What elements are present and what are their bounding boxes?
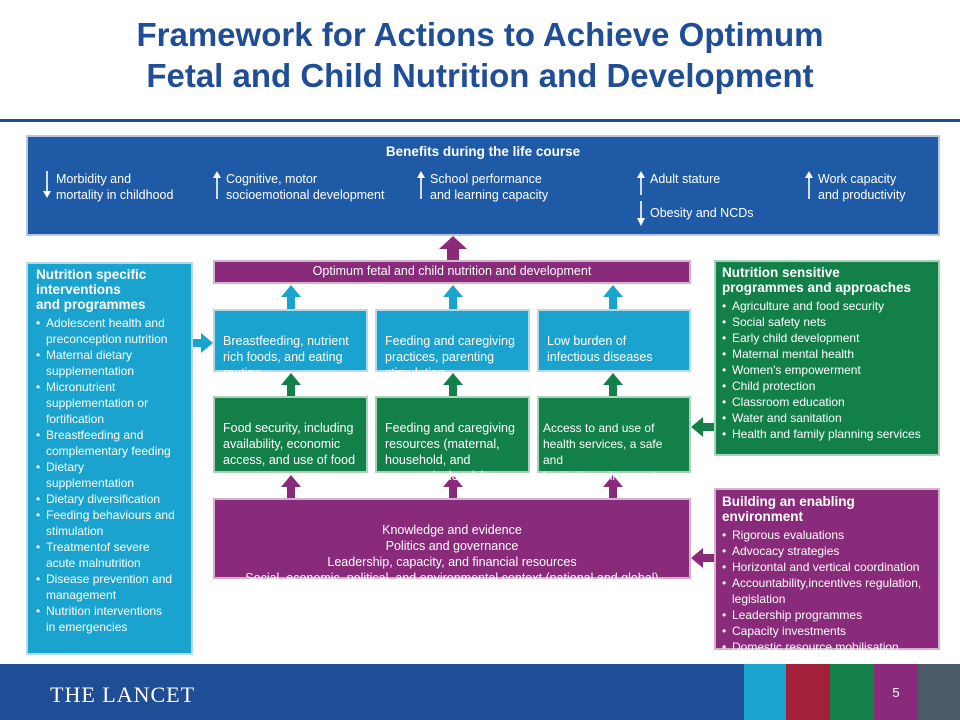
enabling-environment-heading: Building an enabling environment [722,494,855,524]
benefit-label: Work capacity and productivity [818,172,906,202]
list-item: • Domestic resource mobilisation [722,639,932,655]
arrow-right-icon [192,333,213,353]
immediate-box-feeding [213,309,368,380]
enabling-environment-list [722,527,932,655]
list-item: • Horizontal and vertical coordination [722,559,932,575]
nutrition-specific-heading: Nutrition specific interventions and programmes [36,267,147,312]
benefit-label: Obesity and NCDs [650,206,754,220]
color-strip-cyan [744,664,786,720]
immediate-box-infection [537,309,691,372]
nutrition-sensitive-box [714,260,940,456]
slide-title-line-1: Framework for Actions to Achieve Optimum [136,16,824,53]
list-item: • Advocacy strategies [722,543,932,559]
list-item: • Early child development [722,330,932,346]
basic-causes-box [213,498,691,585]
list-item: • Dietary diversification [36,491,183,507]
benefit-label: Morbidity and mortality in childhood [56,172,174,202]
color-strip-green [830,664,874,720]
list-item: • Leadership programmes [722,607,932,623]
nutrition-sensitive-heading: Nutrition sensitive programmes and approaches [722,265,912,295]
list-item: • Child protection [722,378,932,394]
immediate-box-caregiving [375,309,530,380]
immediate-label: Low burden of infectious diseases [547,334,653,364]
basic-causes-label: Knowledge and evidence Politics and governance Leadership, capacity, and financial resources Social, economic, political, and environmental context (national and global) [245,523,659,585]
benefit-label: Adult stature [650,172,721,186]
immediate-label: Feeding and caregiving practices, parenting stimulation [385,334,515,380]
list-item: • Breastfeeding and complementary feeding [36,427,183,459]
list-item: • Maternal mental health [722,346,932,362]
list-item: • Dietary supplementation [36,459,183,491]
list-item: • Maternal dietary supplementation [36,347,183,379]
underlying-box-resources [375,396,530,483]
arrow-up-icon [281,373,623,397]
color-strip-slate [918,664,960,720]
arrow-up-icon [439,236,467,260]
underlying-label: Food security, including availability, economic access, and use of food [223,421,356,467]
underlying-label: Feeding and caregiving resources (maternal, household, and community levels) [385,421,515,483]
enabling-environment-box [714,488,940,654]
nutrition-specific-list [36,315,183,635]
benefit-label: School performance and learning capacity [430,172,549,202]
list-item: • Disease prevention and management [36,571,183,603]
list-item: • Micronutrient supplementation or fortification [36,379,183,427]
page-number: 5 [892,684,900,700]
underlying-label: Access to and use of health services, a safe and hygienic environment [543,421,663,483]
underlying-box-food-security [213,396,368,473]
list-item: • Rigorous evaluations [722,527,932,543]
benefits-heading: Benefits during the life course [385,144,581,159]
list-item: • Feeding behaviours and stimulation [36,507,183,539]
list-item: • Health and family planning services [722,426,932,442]
arrow-left-icon [691,548,714,568]
benefit-label: Cognitive, motor socioemotional development [226,172,385,202]
arrow-up-icon [281,285,623,309]
list-item: • Accountability,incentives regulation, legislation [722,575,932,607]
list-item: • Water and sanitation [722,410,932,426]
list-item: • Capacity investments [722,623,932,639]
list-item: • Nutrition interventions in emergencies [36,603,183,635]
slide-title-line-2: Fetal and Child Nutrition and Development [146,57,814,94]
immediate-label: Breastfeeding, nutrient rich foods, and eating routine [223,334,349,380]
list-item: • Women's empowerment [722,362,932,378]
nutrition-specific-box [26,262,193,655]
list-item: • Agriculture and food security [722,298,932,314]
lancet-logo: THE LANCET [50,682,196,707]
list-item: • Classroom education [722,394,932,410]
nutrition-sensitive-list [722,298,932,442]
list-item: • Social safety nets [722,314,932,330]
list-item: • Treatmentof severe acute malnutrition [36,539,183,571]
underlying-box-health-services [537,396,691,483]
color-strip-red [786,664,830,720]
optimum-box [213,260,691,284]
arrow-left-icon [691,417,714,437]
optimum-label: Optimum fetal and child nutrition and development [312,264,592,278]
list-item: • Adolescent health and preconception nutrition [36,315,183,347]
